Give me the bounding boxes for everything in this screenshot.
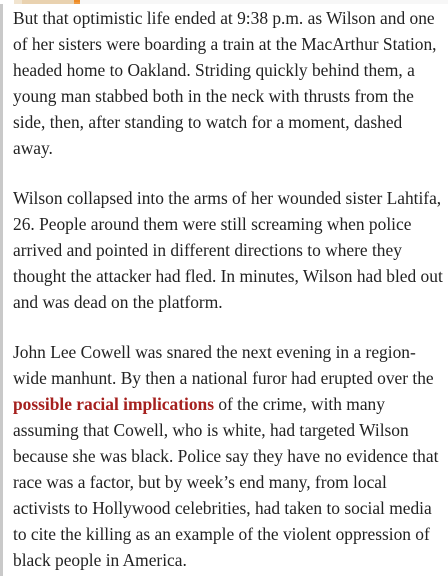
paragraph-3-text-before-link: John Lee Cowell was snared the next evening in a region-wide manhunt. By then a national furor had erupted over the	[13, 342, 434, 388]
article-paragraph-1: But that optimistic life ended at 9:38 p.m. as Wilson and one of her sisters were boarding a train at the MacArthur Station, headed home to Oakland. Striding quickly behind them, a young man stabbed both in the neck with thrusts from the side, then, after standing to watch for a moment, dashed away.	[13, 8, 437, 158]
page-left-border	[0, 0, 3, 576]
article-body	[13, 5, 443, 573]
top-image-edge	[0, 0, 448, 4]
paragraph-3-text-after-link: of the crime, with many assuming that Cowell, who is white, had targeted Wilson because she was black. Police say they have no evidence that race was a factor, but by week’s end many, from local activists to Hollywood celebrities, had taken to social media to cite the killing as an example of the violent oppression of black people in America.	[13, 394, 439, 570]
orange-accent-bar	[74, 0, 80, 2]
article-paragraph-2: Wilson collapsed into the arms of her wounded sister Lahtifa, 26. People around them were still screaming when police arrived and pointed in different directions to where they thought the attacker had fled. In minutes, Wilson had bled out and was dead on the platform.	[13, 188, 443, 312]
article-paragraph-3	[13, 339, 443, 573]
racial-implications-link[interactable]: possible racial implications	[13, 394, 214, 414]
